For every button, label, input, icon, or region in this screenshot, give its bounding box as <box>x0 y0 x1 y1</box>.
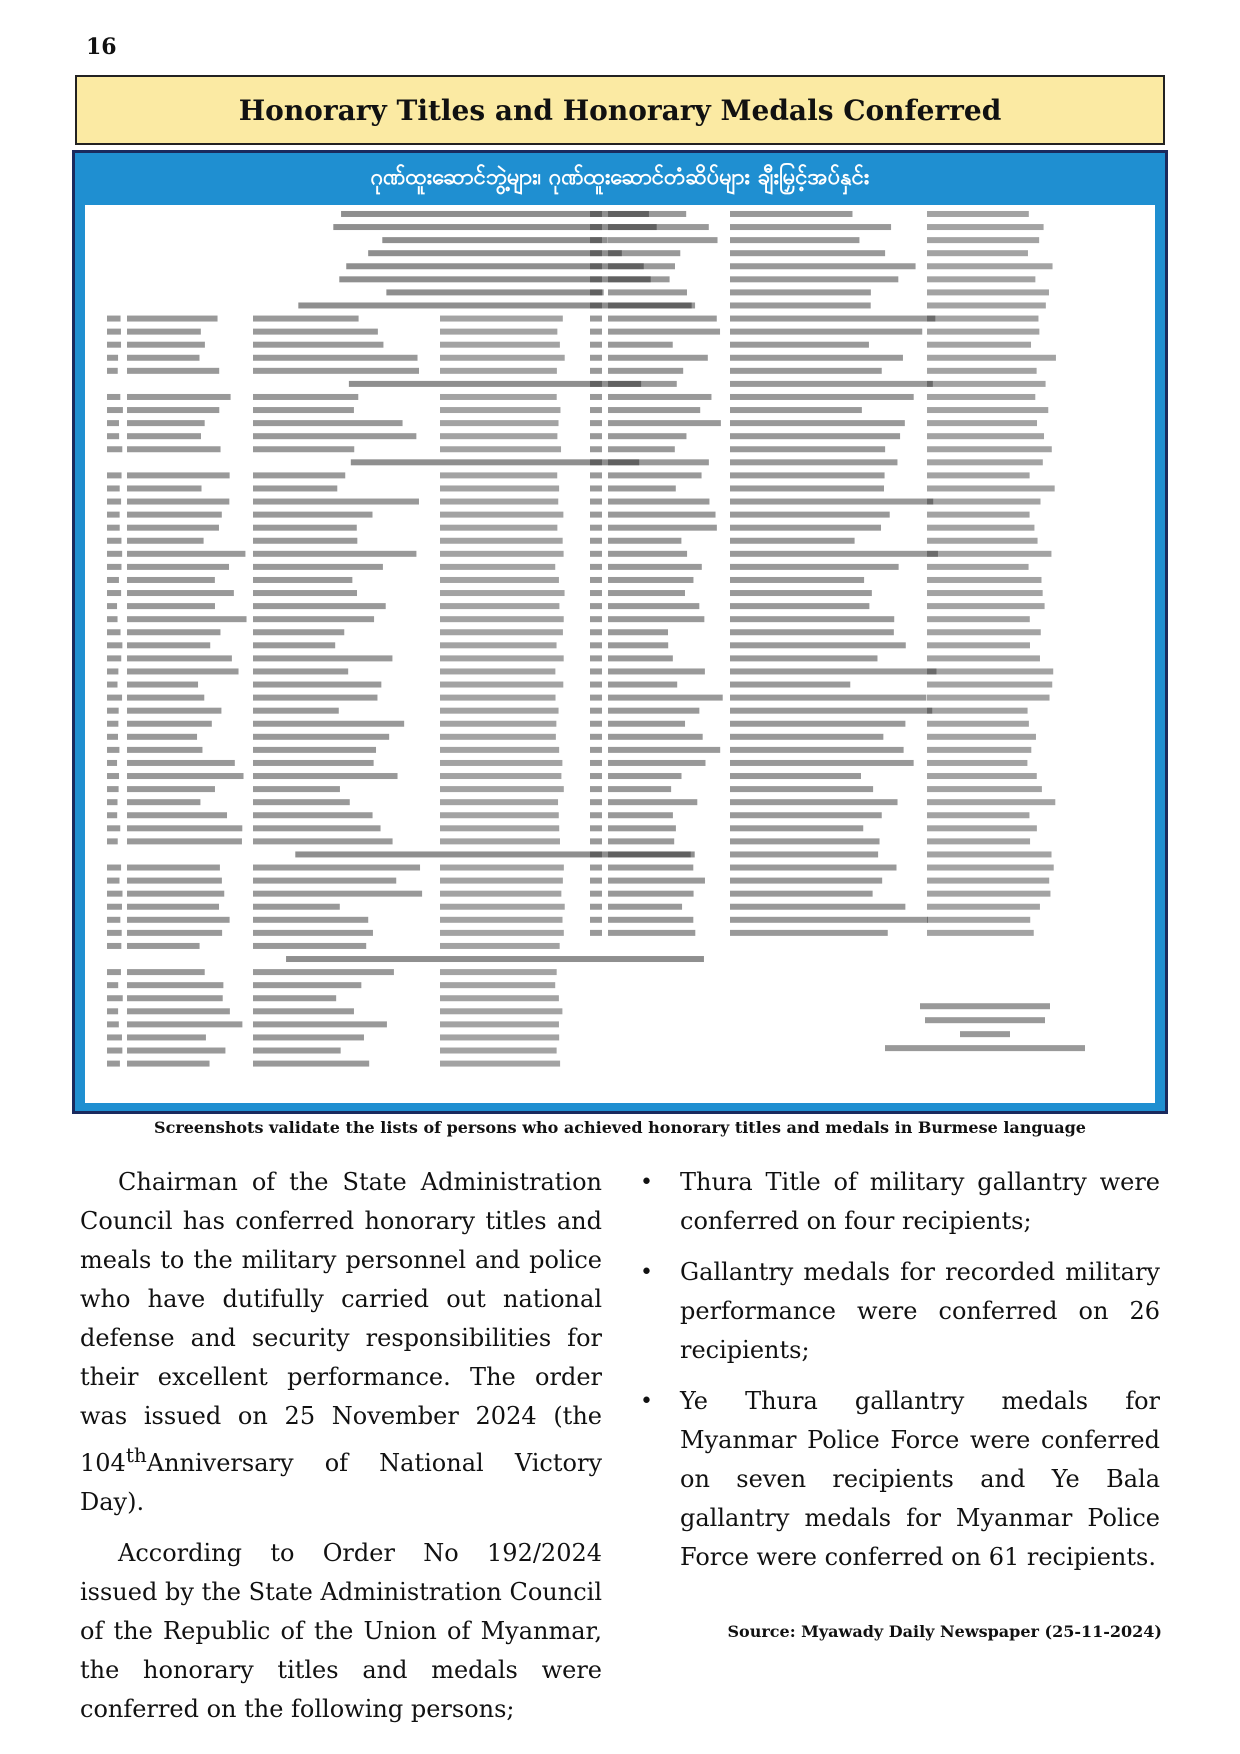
paragraph-1 <box>80 1163 602 1522</box>
bullet-icon: • <box>640 1260 653 1285</box>
bullet-item <box>640 1382 1160 1577</box>
bullet-text: Gallantry medals for recorded military performance were conferred on 26 recipients; <box>680 1258 1160 1364</box>
screenshot-caption: Screenshots validate the lists of persons who achieved honorary titles and medals in Burmese language <box>154 1118 1086 1137</box>
bullet-text: Thura Title of military gallantry were conferred on four recipients; <box>680 1168 1160 1235</box>
page-title: Honorary Titles and Honorary Medals Conferred <box>238 93 1002 127</box>
paragraph-1-text: Chairman of the State Administration Council has conferred honorary titles and meals to the military personnel and police who have dutifully carried out national defense and security responsibilities for their excellent performance. The order was issued on 25 November 2024 (the 104 <box>80 1168 602 1477</box>
source-credit: Source: Myawady Daily Newspaper (25-11-2024) <box>727 1622 1162 1641</box>
bullet-icon: • <box>640 1389 653 1414</box>
right-column <box>640 1163 1160 1589</box>
bullet-item <box>640 1253 1160 1370</box>
burmese-text-lines-image <box>85 205 1155 1103</box>
title-box <box>75 75 1165 145</box>
bullet-item <box>640 1163 1160 1241</box>
screenshot-header: ဂုဏ်ထူးဆောင်ဘွဲ့များ၊ ဂုဏ်ထူးဆောင်တံဆိပ်များ ချီးမြှင့်အပ်နှင်း <box>370 164 870 190</box>
paragraph-2: According to Order No 192/2024 issued by the State Administration Council of the Republic of the Union of Myanmar, the honorary titles and medals were conferred on the following persons; <box>80 1539 602 1723</box>
left-column <box>80 1163 602 1741</box>
page-number: 16 <box>86 34 117 60</box>
superscript-th: th <box>125 1443 147 1467</box>
bullet-list <box>640 1163 1160 1577</box>
paragraph-1-end: Anniversary of National Victory Day). <box>80 1449 602 1516</box>
bullet-icon: • <box>640 1170 653 1195</box>
screenshot-text-area <box>85 205 1155 1103</box>
bullet-text: Ye Thura gallantry medals for Myanmar Police Force were conferred on seven recipients and Ye Bala gallantry medals for Myanmar Police Force were conferred on 61 recipients. <box>680 1387 1160 1571</box>
burmese-list-screenshot <box>72 150 1168 1114</box>
